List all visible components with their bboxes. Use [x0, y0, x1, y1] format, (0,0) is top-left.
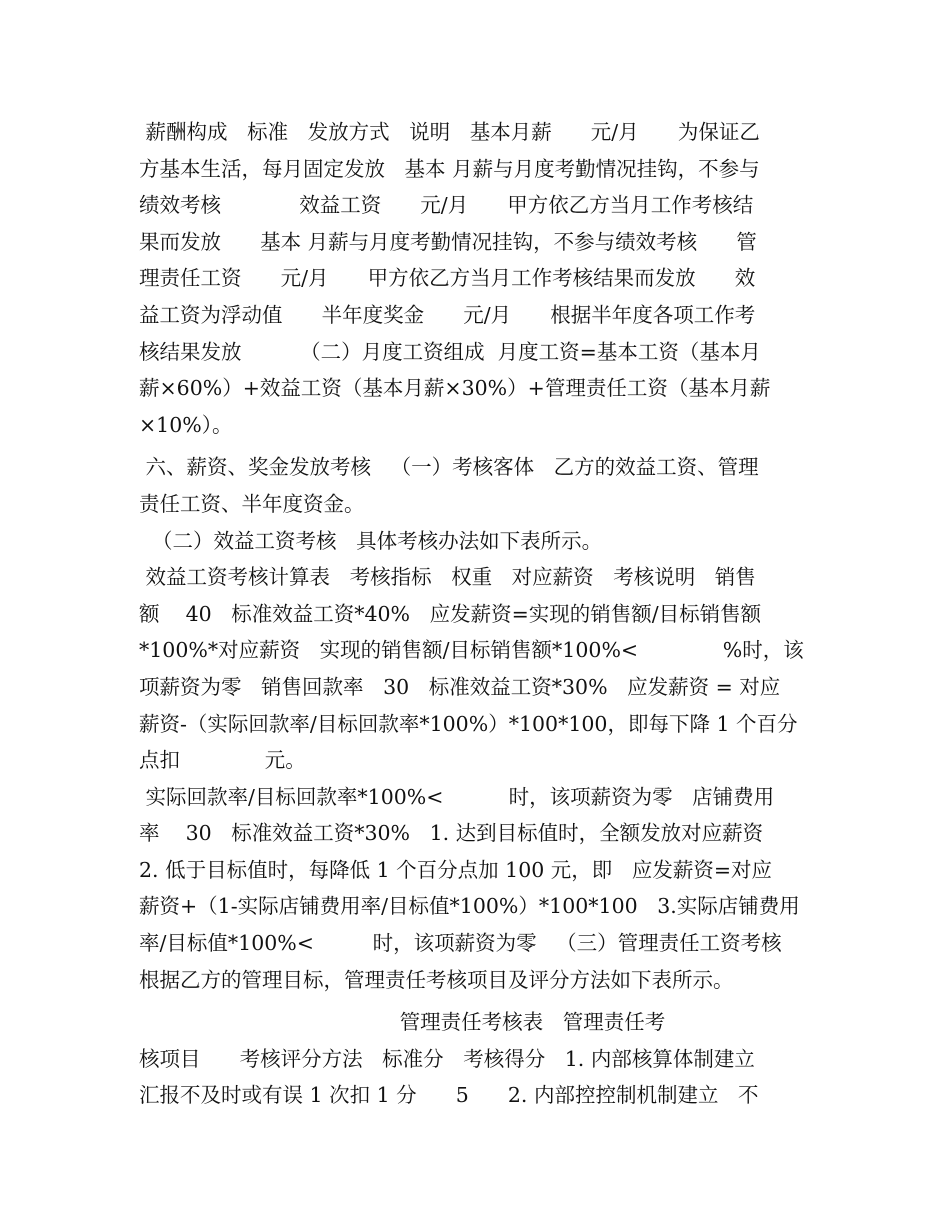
text-line: 根据乙方的管理目标，管理责任考核项目及评分方法如下表所示。	[139, 967, 734, 992]
text-line: 2. 低于目标值时，每降低 1 个百分点加 100 元，即 应发薪资=对应	[139, 857, 773, 882]
text-line: 方基本生活，每月固定发放 基本 月薪与月度考勤情况挂钩，不参与	[139, 156, 760, 181]
text-line: 效益工资考核计算表 考核指标 权重 对应薪资 考核说明 销售	[139, 565, 756, 590]
text-line: 额 40 标准效益工资*40% 应发薪资=实现的销售额/目标销售额	[139, 601, 762, 626]
text-line: 实际回款率/目标回款率*100%< 时，该项薪资为零 店铺费用	[139, 784, 775, 809]
text-line: 汇报不及时或有误 1 次扣 1 分 5 2. 内部控控制机制建立 不	[139, 1083, 759, 1108]
text-line: 理责任工资 元/月 甲方依乙方当月工作考核结果而发放 效	[139, 266, 756, 291]
text-line: 绩效考核 效益工资 元/月 甲方依乙方当月工作考核结	[139, 193, 754, 218]
text-line: 薪酬构成 标准 发放方式 说明 基本月薪 元/月 为保证乙	[139, 120, 760, 144]
subsection-heading-line: （二）效益工资考核 具体考核办法如下表所示。	[139, 528, 603, 553]
text-line: 薪×60%）+效益工资（基本月薪×30%）+管理责任工资（基本月薪	[139, 376, 771, 401]
text-line: 益工资为浮动值 半年度奖金 元/月 根据半年度各项工作考	[139, 302, 756, 327]
text-line: ×10%）。	[139, 412, 233, 437]
text-line: 率 30 标准效益工资*30% 1. 达到目标值时，全额发放对应薪资	[139, 821, 764, 846]
document-body	[139, 114, 815, 1114]
text-line: 责任工资、半年度资金。	[139, 491, 365, 516]
table-title-line: 管理责任考核表 管理责任考	[139, 1010, 666, 1035]
text-line: 核项目 考核评分方法 标准分 考核得分 1. 内部核算体制建立	[139, 1046, 755, 1071]
text-line: 点扣 元。	[139, 748, 306, 773]
text-line: 薪资-（实际回款率/目标回款率*100%）*100*100，即每下降 1 个百分	[139, 711, 798, 736]
text-line: 果而发放 基本 月薪与月度考勤情况挂钩，不参与绩效考核 管	[139, 229, 757, 254]
text-line: *100%*对应薪资 实现的销售额/目标销售额*100%< %时，该	[139, 638, 804, 663]
text-line: 项薪资为零 销售回款率 30 标准效益工资*30% 应发薪资 = 对应	[139, 674, 781, 699]
section-heading-line: 六、薪资、奖金发放考核 （一）考核客体 乙方的效益工资、管理	[139, 455, 759, 480]
text-line: 核结果发放 （二）月度工资组成 月度工资=基本工资（基本月	[139, 339, 761, 364]
text-line: 薪资+（1-实际店铺费用率/目标值*100%）*100*100 3.实际店铺费用	[139, 894, 800, 919]
text-line: 率/目标值*100%< 时，该项薪资为零 （三）管理责任工资考核	[139, 931, 782, 956]
